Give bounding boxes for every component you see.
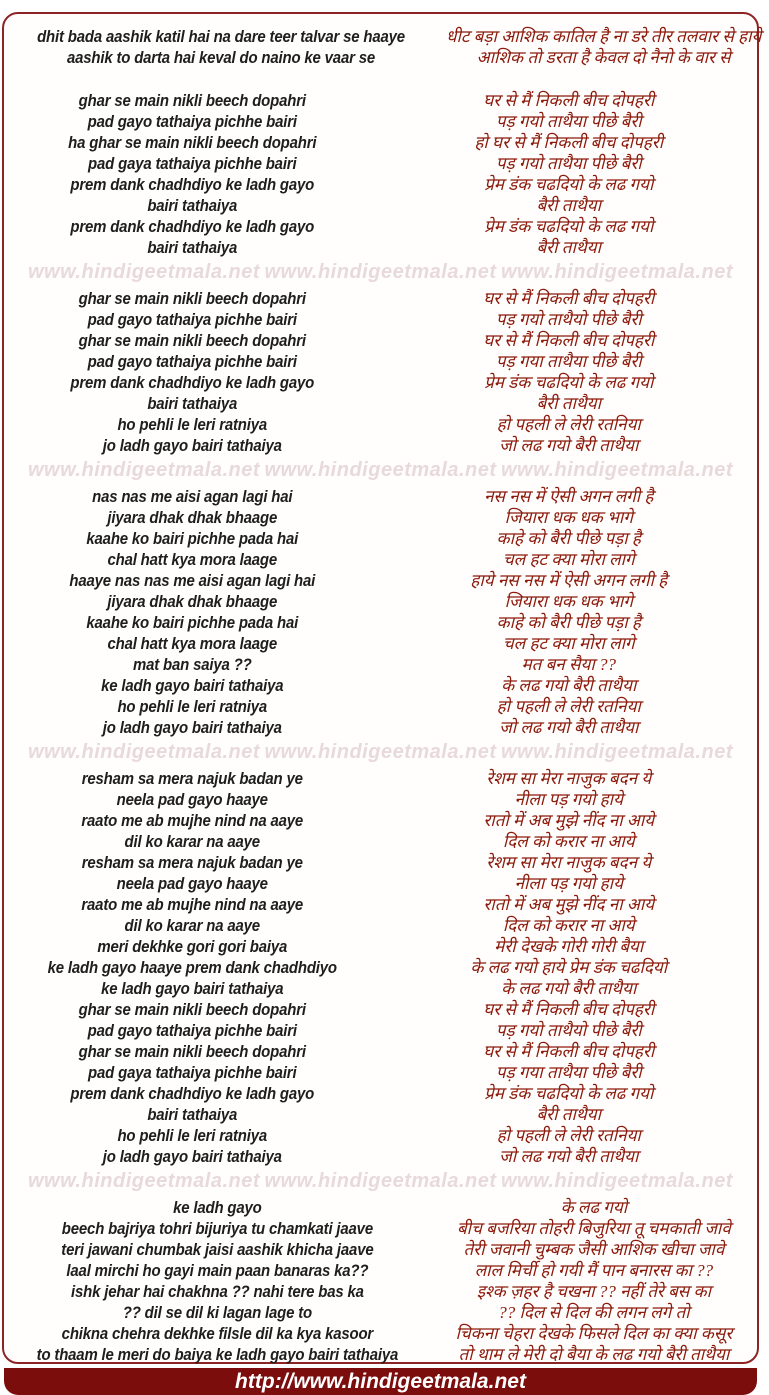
lyric-line-latin: ke ladh gayo — [173, 1198, 262, 1217]
lyric-line-hindi: हो पहली ले लेरी रतनिया — [496, 415, 641, 434]
stanza-latin-column — [27, 486, 358, 738]
lyric-line-latin: kaahe ko bairi pichhe pada hai — [86, 613, 299, 632]
lyric-line-hindi: प्रेम डंक चढदियो के लढ गयो — [484, 373, 654, 392]
lyric-line-latin: jo ladh gayo bairi tathaiya — [102, 436, 282, 455]
watermark-row — [4, 1170, 757, 1193]
lyric-line-hindi: नीला पड़ गयो हाये — [514, 874, 623, 893]
lyrics-page — [2, 12, 762, 1393]
watermark-text: www.hindigeetmala.net — [500, 741, 733, 763]
lyric-line-hindi: ?? दिल से दिल की लगन लगे तो — [498, 1303, 690, 1322]
lyric-line-hindi: घर से मैं निकली बीच दोपहरी — [483, 1042, 655, 1061]
lyric-line-hindi: नीला पड़ गयो हाये — [514, 790, 623, 809]
watermark-text: www.hindigeetmala.net — [28, 741, 261, 763]
lyric-line-latin: laal mirchi ho gayi main paan banaras ka?? — [66, 1261, 369, 1280]
lyric-line-latin: bairi tathaiya — [147, 238, 238, 257]
lyric-line-latin: mat ban saiya ?? — [132, 655, 252, 674]
lyric-line-hindi: पड़ गयो ताथैयो पीछे बैरी — [495, 1021, 642, 1040]
lyric-line-hindi: आशिक तो डरता है केवल दो नैनो के वार से — [476, 48, 731, 67]
lyric-line-latin: meri dekhke gori gori baiya — [97, 937, 288, 956]
lyric-line-hindi: दिल को करार ना आये — [502, 832, 635, 851]
lyric-line-latin: pad gayo tathaiya pichhe bairi — [87, 352, 297, 371]
lyric-line-latin: ke ladh gayo haaye prem dank chadhdiyo — [47, 958, 337, 977]
lyric-line-hindi: पड़ गया ताथैया पीछे बैरी — [495, 1063, 642, 1082]
lyric-line-hindi: रेशम सा मेरा नाजुक बदन ये — [486, 769, 652, 788]
lyric-line-latin: pad gaya tathaiya pichhe bairi — [88, 154, 297, 173]
lyric-line-latin: pad gaya tathaiya pichhe bairi — [88, 1063, 297, 1082]
lyric-line-hindi: प्रेम डंक चढदियो के लढ गयो — [484, 1084, 654, 1103]
lyric-line-latin: bairi tathaiya — [147, 394, 238, 413]
lyric-line-latin: pad gayo tathaiya pichhe bairi — [87, 112, 297, 131]
stanzas — [4, 90, 757, 1365]
lyric-line-hindi: बैरी ताथैया — [536, 238, 602, 257]
lyric-line-hindi: घर से मैं निकली बीच दोपहरी — [483, 289, 655, 308]
lyric-line-latin: haaye nas nas me aisi agan lagi hai — [69, 571, 316, 590]
lyric-line-hindi: जो लढ गयो बैरी ताथैया — [499, 1147, 639, 1166]
watermark-text: www.hindigeetmala.net — [28, 261, 261, 283]
stanza — [4, 288, 757, 456]
watermark-row — [4, 459, 757, 482]
lyric-line-hindi: तेरी जवानी चुम्बक जैसी आशिक खीचा जावे — [463, 1240, 725, 1259]
lyric-line-latin: ke ladh gayo bairi tathaiya — [101, 979, 284, 998]
stanza-latin-column — [27, 90, 358, 258]
lyric-line-hindi: काहे को बैरी पीछे पड़ा है — [496, 529, 641, 548]
lyric-line-hindi: नस नस में ऐसी अगन लगी है — [484, 487, 654, 506]
lyric-line-latin: jiyara dhak dhak bhaage — [107, 592, 278, 611]
lyric-line-latin: chikna chehra dekhke filsle dil ka kya kasoor — [61, 1324, 374, 1343]
lyric-line-hindi: पड़ गया ताथैया पीछे बैरी — [495, 352, 642, 371]
lyric-line-latin: pad gayo tathaiya pichhe bairi — [87, 310, 297, 329]
lyric-line-hindi: घर से मैं निकली बीच दोपहरी — [483, 91, 655, 110]
watermark-row — [4, 261, 757, 284]
stanza-hindi-column — [381, 486, 758, 738]
stanza-latin-column — [30, 1197, 406, 1365]
stanza-hindi-column — [381, 288, 758, 456]
lyric-line-hindi: प्रेम डंक चढदियो के लढ गयो — [484, 175, 654, 194]
lyric-line-hindi: चिकना चेहरा देखके फिसले दिल का क्या कसूर — [455, 1324, 733, 1343]
lyric-line-latin: prem dank chadhdiyo ke ladh gayo — [70, 175, 315, 194]
stanza-hindi-column — [381, 768, 758, 1167]
lyric-line-latin: beech bajriya tohri bijuriya tu chamkati jaave — [61, 1219, 373, 1238]
lyric-line-hindi: धीट बड़ा आशिक कातिल है ना डरे तीर तलवार से हाये — [445, 27, 762, 46]
stanza — [4, 90, 757, 258]
lyric-line-hindi: पड़ गयो ताथैयो पीछे बैरी — [495, 310, 642, 329]
lyric-line-latin: jo ladh gayo bairi tathaiya — [102, 1147, 282, 1166]
lyric-line-latin: nas nas me aisi agan lagi hai — [92, 487, 293, 506]
lyric-line-latin: raato me ab mujhe nind na aaye — [81, 811, 304, 830]
lyric-line-hindi: पड़ गयो ताथैया पीछे बैरी — [495, 154, 642, 173]
watermark-text: www.hindigeetmala.net — [500, 459, 733, 481]
lyric-line-latin: neela pad gayo haaye — [116, 790, 268, 809]
watermark-text: www.hindigeetmala.net — [264, 1170, 497, 1192]
lyric-line-latin: ?? dil se dil ki lagan lage to — [122, 1303, 313, 1322]
lyric-line-latin: prem dank chadhdiyo ke ladh gayo — [70, 373, 315, 392]
stanza-latin-column — [27, 768, 358, 1167]
lyric-line-hindi: तो थाम ले मेरी दो बैया के लढ गयो बैरी ताथैया — [458, 1345, 730, 1364]
watermark-row — [4, 741, 757, 764]
header-couplet — [4, 26, 762, 68]
lyric-line-hindi: घर से मैं निकली बीच दोपहरी — [483, 1000, 655, 1019]
lyric-line-hindi: के लढ गयो हाये प्रेम डंक चढदियो — [470, 958, 668, 977]
footer-bar — [4, 1368, 757, 1395]
lyric-line-latin: pad gayo tathaiya pichhe bairi — [87, 1021, 297, 1040]
lyric-line-latin: ha ghar se main nikli beech dopahri — [68, 133, 317, 152]
lyric-line-latin: chal hatt kya mora laage — [107, 550, 278, 569]
lyric-line-hindi: चल हट क्या मोरा लागे — [502, 634, 635, 653]
lyric-line-latin: ghar se main nikli beech dopahri — [78, 331, 306, 350]
lyric-line-latin: bairi tathaiya — [147, 1105, 238, 1124]
lyric-line-latin: aashik to darta hai keval do naino ke vaar se — [66, 48, 376, 67]
lyric-line-latin: dil ko karar na aaye — [124, 916, 260, 935]
stanza — [4, 486, 757, 738]
lyric-line-latin: ishk jehar hai chakhna ?? nahi tere bas ka — [71, 1282, 364, 1301]
lyric-line-latin: kaahe ko bairi pichhe pada hai — [86, 529, 299, 548]
lyric-line-hindi: लाल मिर्ची हो गयी मैं पान बनारस का ?? — [474, 1261, 714, 1280]
lyric-line-hindi: के लढ गयो बैरी ताथैया — [501, 979, 637, 998]
lyric-line-hindi: बैरी ताथैया — [536, 196, 602, 215]
lyric-line-latin: ghar se main nikli beech dopahri — [78, 1000, 306, 1019]
lyric-line-hindi: रातो में अब मुझे नींद ना आये — [483, 895, 655, 914]
lyric-line-latin: jiyara dhak dhak bhaage — [107, 508, 278, 527]
stanza — [4, 768, 757, 1167]
watermark-text: www.hindigeetmala.net — [264, 741, 497, 763]
lyric-line-latin: to thaam le meri do baiya ke ladh gayo bairi tathaiya — [36, 1345, 399, 1364]
lyric-line-latin: resham sa mera najuk badan ye — [81, 853, 303, 872]
lyric-line-latin: ke ladh gayo bairi tathaiya — [101, 676, 284, 695]
lyric-line-latin: dil ko karar na aaye — [124, 832, 260, 851]
stanza-latin-column — [27, 288, 358, 456]
lyric-line-hindi: रेशम सा मेरा नाजुक बदन ये — [486, 853, 652, 872]
footer-url: http://www.hindigeetmala.net — [235, 1369, 526, 1393]
lyric-line-latin: ghar se main nikli beech dopahri — [78, 91, 306, 110]
lyric-line-latin: teri jawani chumbak jaisi aashik khicha jaave — [61, 1240, 374, 1259]
lyric-line-latin: ho pehli le leri ratniya — [117, 697, 268, 716]
lyric-line-hindi: इश्क ज़हर है चखना ?? नहीं तेरे बस का — [476, 1282, 711, 1301]
lyric-line-hindi: बैरी ताथैया — [536, 1105, 602, 1124]
lyric-line-hindi: जियारा धक धक भागे — [504, 592, 633, 611]
lyric-line-latin: ghar se main nikli beech dopahri — [78, 1042, 306, 1061]
lyric-line-hindi: मत बन सैया ?? — [521, 655, 616, 674]
watermark-text: www.hindigeetmala.net — [28, 1170, 261, 1192]
watermark-text: www.hindigeetmala.net — [28, 459, 261, 481]
lyric-line-latin: prem dank chadhdiyo ke ladh gayo — [70, 1084, 315, 1103]
lyric-line-latin: prem dank chadhdiyo ke ladh gayo — [70, 217, 315, 236]
lyric-line-hindi: बीच बजरिया तोहरी बिजुरिया तू चमकाती जावे — [456, 1219, 731, 1238]
lyric-line-latin: raato me ab mujhe nind na aaye — [81, 895, 304, 914]
watermark-text: www.hindigeetmala.net — [500, 261, 733, 283]
lyric-line-hindi: हो पहली ले लेरी रतनिया — [496, 1126, 641, 1145]
lyric-line-latin: ho pehli le leri ratniya — [117, 415, 268, 434]
stanza — [4, 1197, 757, 1365]
watermark-text: www.hindigeetmala.net — [500, 1170, 733, 1192]
lyric-line-hindi: मेरी देखके गोरी गोरी बैया — [494, 937, 644, 956]
lyric-line-hindi: प्रेम डंक चढदियो के लढ गयो — [484, 217, 654, 236]
lyric-line-hindi: हो पहली ले लेरी रतनिया — [496, 697, 641, 716]
lyrics-content — [4, 14, 762, 1368]
lyric-line-latin: jo ladh gayo bairi tathaiya — [102, 718, 282, 737]
lyric-line-latin: ghar se main nikli beech dopahri — [78, 289, 306, 308]
stanza-hindi-column — [431, 1197, 757, 1365]
lyric-line-hindi: हो घर से मैं निकली बीच दोपहरी — [474, 133, 664, 152]
lyric-line-latin: dhit bada aashik katil hai na dare teer talvar se haaye — [37, 27, 405, 46]
lyric-line-hindi: चल हट क्या मोरा लागे — [502, 550, 635, 569]
lyric-line-latin: resham sa mera najuk badan ye — [81, 769, 303, 788]
header-couplet-latin — [30, 26, 412, 68]
lyric-line-hindi: के लढ गयो बैरी ताथैया — [501, 676, 637, 695]
lyric-line-hindi: जियारा धक धक भागे — [504, 508, 633, 527]
stanza-hindi-column — [381, 90, 758, 258]
lyric-line-hindi: हाये नस नस में ऐसी अगन लगी है — [470, 571, 668, 590]
lyric-line-hindi: काहे को बैरी पीछे पड़ा है — [496, 613, 641, 632]
lyric-line-hindi: के लढ गयो — [560, 1198, 628, 1217]
lyric-line-hindi: पड़ गयो ताथैया पीछे बैरी — [495, 112, 642, 131]
lyric-line-hindi: रातो में अब मुझे नींद ना आये — [483, 811, 655, 830]
lyric-line-latin: chal hatt kya mora laage — [107, 634, 278, 653]
lyric-line-latin: neela pad gayo haaye — [116, 874, 268, 893]
lyric-line-hindi: जो लढ गयो बैरी ताथैया — [499, 436, 639, 455]
lyric-line-hindi: घर से मैं निकली बीच दोपहरी — [483, 331, 655, 350]
lyric-line-latin: bairi tathaiya — [147, 196, 238, 215]
watermark-text: www.hindigeetmala.net — [264, 459, 497, 481]
lyric-line-hindi: दिल को करार ना आये — [502, 916, 635, 935]
header-couplet-hindi — [438, 26, 769, 68]
lyric-line-latin: ho pehli le leri ratniya — [117, 1126, 268, 1145]
watermark-text: www.hindigeetmala.net — [264, 261, 497, 283]
lyric-line-hindi: बैरी ताथैया — [536, 394, 602, 413]
lyric-line-hindi: जो लढ गयो बैरी ताथैया — [499, 718, 639, 737]
